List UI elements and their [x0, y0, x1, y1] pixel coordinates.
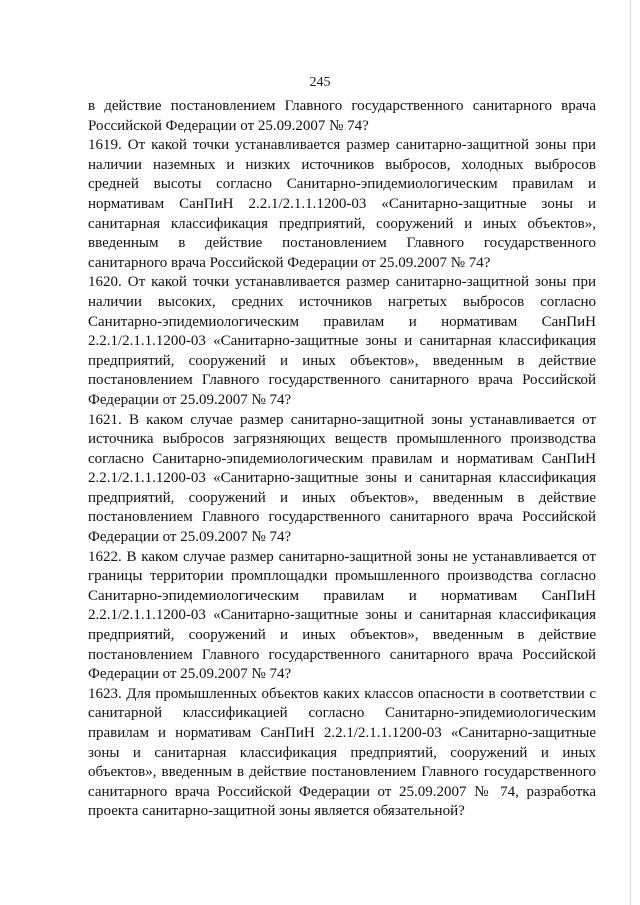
- paragraph-continuation: в действие постановлением Главного государственного санитарного врача Российской Федерации от 25.09.2007 № 74?: [88, 98, 596, 134]
- scan-edge-divider: [630, 0, 631, 905]
- question-1620: 1620. От какой точки устанавливается размер санитарно-защитной зоны при наличии высоких, средних источников нагретых выбросов согласно Санитарно-эпидемиологическим правилам и нормативам СанПиН 2.2.1/2.1.1.1200-03 «Санитарно-защитные зоны и санитарная классификация предприятий, сооружений и иных объектов», введенным в действие постановлением Главного государственного санитарного врача Российской Федерации от 25.09.2007 № 74?: [88, 274, 596, 408]
- question-1622: 1622. В каком случае размер санитарно-защитной зоны не устанавливается от границы территории промплощадки промышленного производства согласно Санитарно-эпидемиологическим правилам и нормативам СанПиН 2.2.1/2.1.1.1200-03 «Санитарно-защитные зоны и санитарная классификация предприятий, сооружений и иных объектов», введенным в действие постановлением Главного государственного санитарного врача Российской Федерации от 25.09.2007 № 74?: [88, 548, 596, 683]
- question-1623: 1623. Для промышленных объектов каких классов опасности в соответствии с санитарной классификацией согласно Санитарно-эпидемиологическим правилам и нормативам СанПиН 2.2.1/2.1.1.1200-03 «Санитарно-защитные зоны и санитарная классификация предприятий, сооружений и иных объектов», введенным в действие постановлением Главного государственного санитарного врача Российской Федерации от 25.09.2007 № 74, разработка проекта санитарно-защитной зоны является обязательной?: [88, 685, 596, 820]
- page-number: 245: [309, 75, 331, 90]
- question-1621: 1621. В каком случае размер санитарно-защитной зоны устанавливается от источника выбросов загрязняющих веществ промышленного производства согласно Санитарно-эпидемиологическим правилам и нормативам СанПиН 2.2.1/2.1.1.1200-03 «Санитарно-защитные зоны и санитарная классификация предприятий, сооружений и иных объектов», введенным в действие постановлением Главного государственного санитарного врача Российской Федерации от 25.09.2007 № 74?: [88, 411, 596, 546]
- page-body: [88, 97, 596, 822]
- question-1619: 1619. От какой точки устанавливается размер санитарно-защитной зоны при наличии наземных и низких источников выбросов, холодных выбросов средней высоты согласно Санитарно-эпидемиологическим правилам и нормативам СанПиН 2.2.1/2.1.1.1200-03 «Санитарно-защитные зоны и санитарная классификация предприятий, сооружений и иных объектов», введенным в действие постановлением Главного государственного санитарного врача Российской Федерации от 25.09.2007 № 74?: [88, 137, 596, 271]
